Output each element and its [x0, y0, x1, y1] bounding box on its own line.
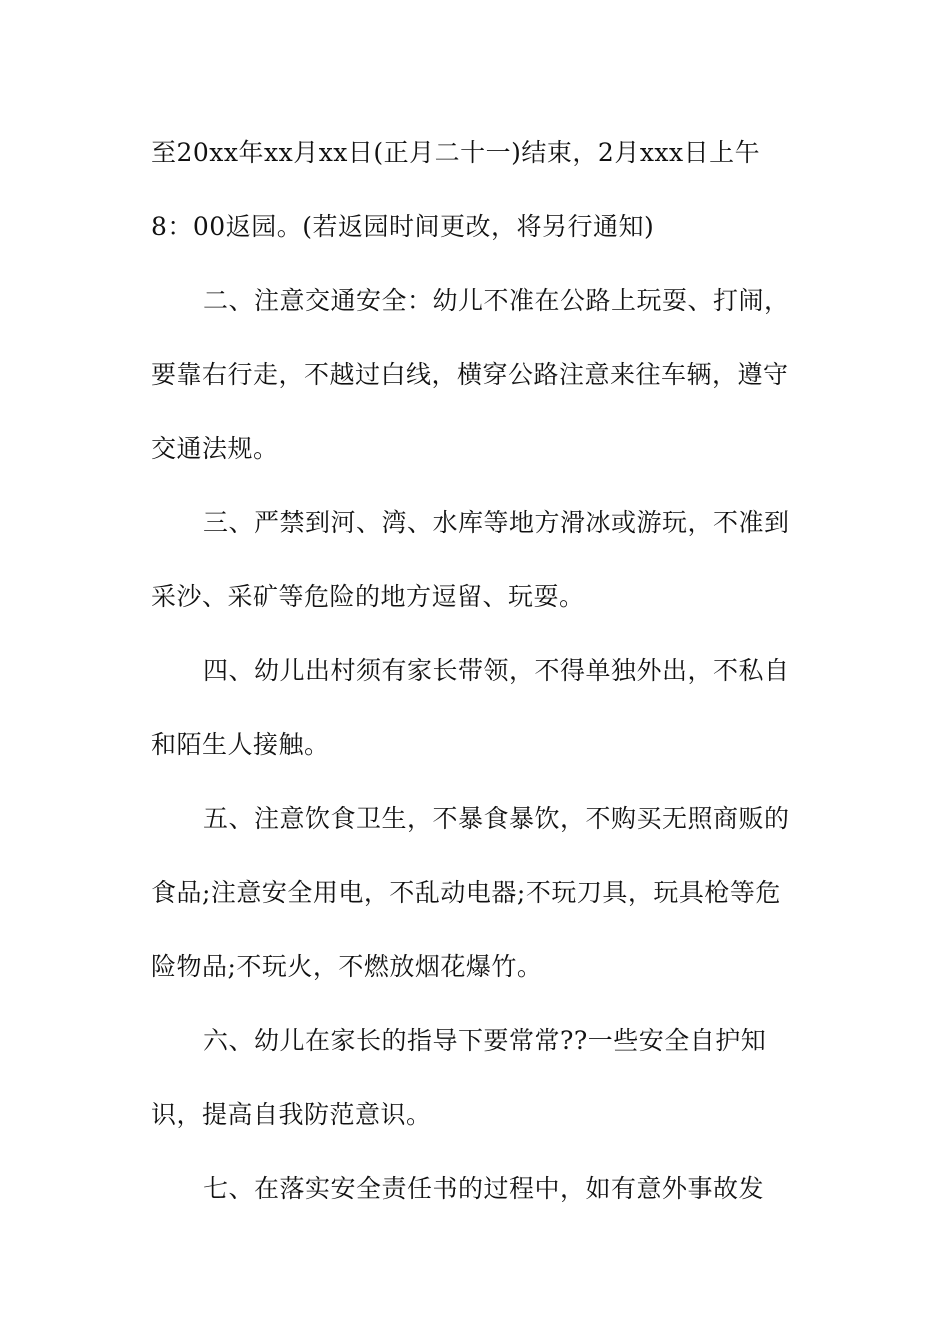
text-line: 和陌生人接触。 [151, 730, 330, 759]
text-line: 8：00返园。(若返园时间更改，将另行通知) [151, 212, 655, 241]
paragraph-start-line: 四、幼儿出村须有家长带领，不得单独外出，不私自 [203, 656, 790, 685]
paragraph-start-line: 七、在落实安全责任书的过程中，如有意外事故发 [203, 1174, 765, 1203]
paragraph-start-line: 五、注意饮食卫生，不暴食暴饮，不购买无照商贩的 [203, 804, 790, 833]
text-line: 识，提高自我防范意识。 [151, 1100, 432, 1129]
text-line: 食品;注意安全用电，不乱动电器;不玩刀具，玩具枪等危 [151, 878, 781, 907]
text-line: 要靠右行走，不越过白线，横穿公路注意来往车辆，遵守 [151, 360, 789, 389]
text-line: 至20xx年xx月xx日(正月二十一)结束，2月xxx日上午 [151, 138, 761, 167]
paragraph-start-line: 三、严禁到河、湾、水库等地方滑冰或游玩，不准到 [203, 508, 790, 537]
text-line: 采沙、采矿等危险的地方逗留、玩耍。 [151, 582, 585, 611]
text-line: 险物品;不玩火，不燃放烟花爆竹。 [151, 952, 543, 981]
paragraph-start-line: 六、幼儿在家长的指导下要常常??一些安全自护知 [203, 1026, 767, 1055]
text-line: 交通法规。 [151, 434, 279, 463]
paragraph-start-line: 二、注意交通安全：幼儿不准在公路上玩耍、打闹， [203, 286, 790, 315]
